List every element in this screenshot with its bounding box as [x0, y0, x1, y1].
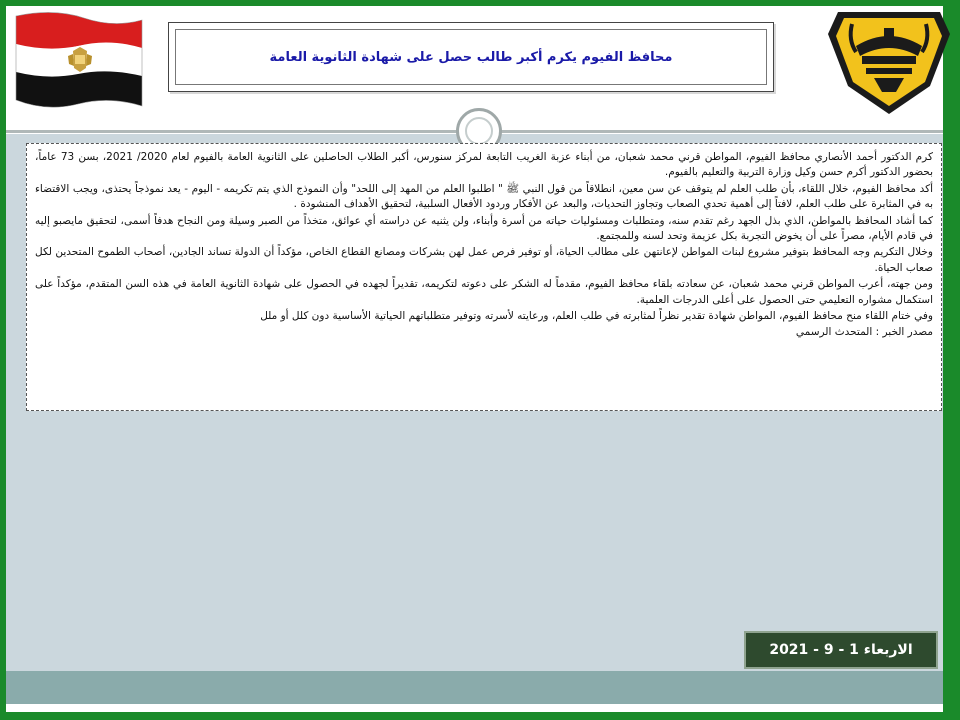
page-title: محافظ الفيوم يكرم أكبر طالب حصل على شهادة الثانوية العامة	[269, 49, 673, 65]
article-text-box	[26, 143, 942, 411]
article-paragraph: وفي ختام اللقاء منح محافظ الفيوم، المواطن شهادة تقدير نظراً لمثابرته في طلب العلم، ورعايته لأسرته وتوفير متطلباتهم الحياتية الأساسية دون كلل أو ملل	[260, 310, 933, 323]
ring-ornament-inner	[465, 117, 493, 145]
news-source: مصدر الخبر : المتحدث الرسمي	[795, 326, 933, 339]
footer-bar	[6, 671, 943, 704]
title-box	[168, 22, 774, 92]
article-paragraph: ومن جهته، أعرب المواطن قرني محمد شعبان، عن سعادته بلقاء محافظ الفيوم، مقدماً له الشكر على دعوته لتكريمه، تقديراً لجهده في الحصول على شهادة الثانوية العامة في هذه السن المتقدم، مؤكداً على استكمال مشواره التعليمي حتى الحصول على أعلى الدرجات العلمية.	[35, 278, 933, 306]
date-badge	[744, 631, 938, 669]
egypt-flag-icon	[14, 10, 144, 114]
article-paragraph: كرم الدكتور أحمد الأنصاري محافظ الفيوم، المواطن قرني محمد شعبان، من أبناء عزبة الغريب التابعة لمركز سنورس، أكبر الطلاب الحاصلين على الثانوية العامة بالفيوم لعام 2020/ 2021، بسن 73 عاماً، بحضور الدكتور أكرم حسن وكيل وزارة التربية والتعليم بالفيوم.	[35, 151, 933, 179]
divider-right	[500, 130, 943, 133]
fayoum-governorate-emblem-icon	[826, 6, 952, 118]
article-paragraph: وخلال التكريم وجه المحافظ بتوفير مشروع لبنات المواطن لإعانتهن على مطالب الحياة، أو توفير فرص عمل لهن بشركات ومصانع القطاع الخاص، مؤكداً أن الدولة تساند الجادين، أصحاب الطموح المتحدين لكل صعاب الحياة.	[35, 246, 933, 274]
article-paragraph: كما أشاد المحافظ بالمواطن، الذي بذل الجهد رغم تقدم سنه، ومتطلبات ومسئوليات حياته من أسرة وأبناء، ولن يثنيه عن دراسته أي عوائق، متخذاً من الصبر وسيلة ومن النجاح هدفاً أسمى، لتحقيق مايصبو إليه في قادم الأيام، مصراً على أن يخوض التجربة بكل عزيمة وتحد لسنه وللمجتمع.	[35, 214, 933, 243]
date-label: الاربعاء 1 - 9 - 2021	[769, 642, 913, 658]
article-paragraph: أكد محافظ الفيوم، خلال اللقاء، بأن طلب العلم لم يتوقف عن سن معين، انطلاقاً من قول النبي ﷺ " اطلبوا العلم من المهد إلى اللحد" وأن النموذج الذي يتم تكريمه - اليوم - يعد نموذجاً يحتذى، ويجب الاقتضاء به في المثابرة على طلب العلم، لافتاً إلى أهمية تحدي الصعاب وتجاوز التحديات، والبعد عن الأفكار وردود الأفعال السلبية، لتحقيق الأهداف المنشودة .	[35, 182, 933, 211]
title-inner-border	[175, 29, 767, 85]
divider-left	[6, 130, 458, 133]
